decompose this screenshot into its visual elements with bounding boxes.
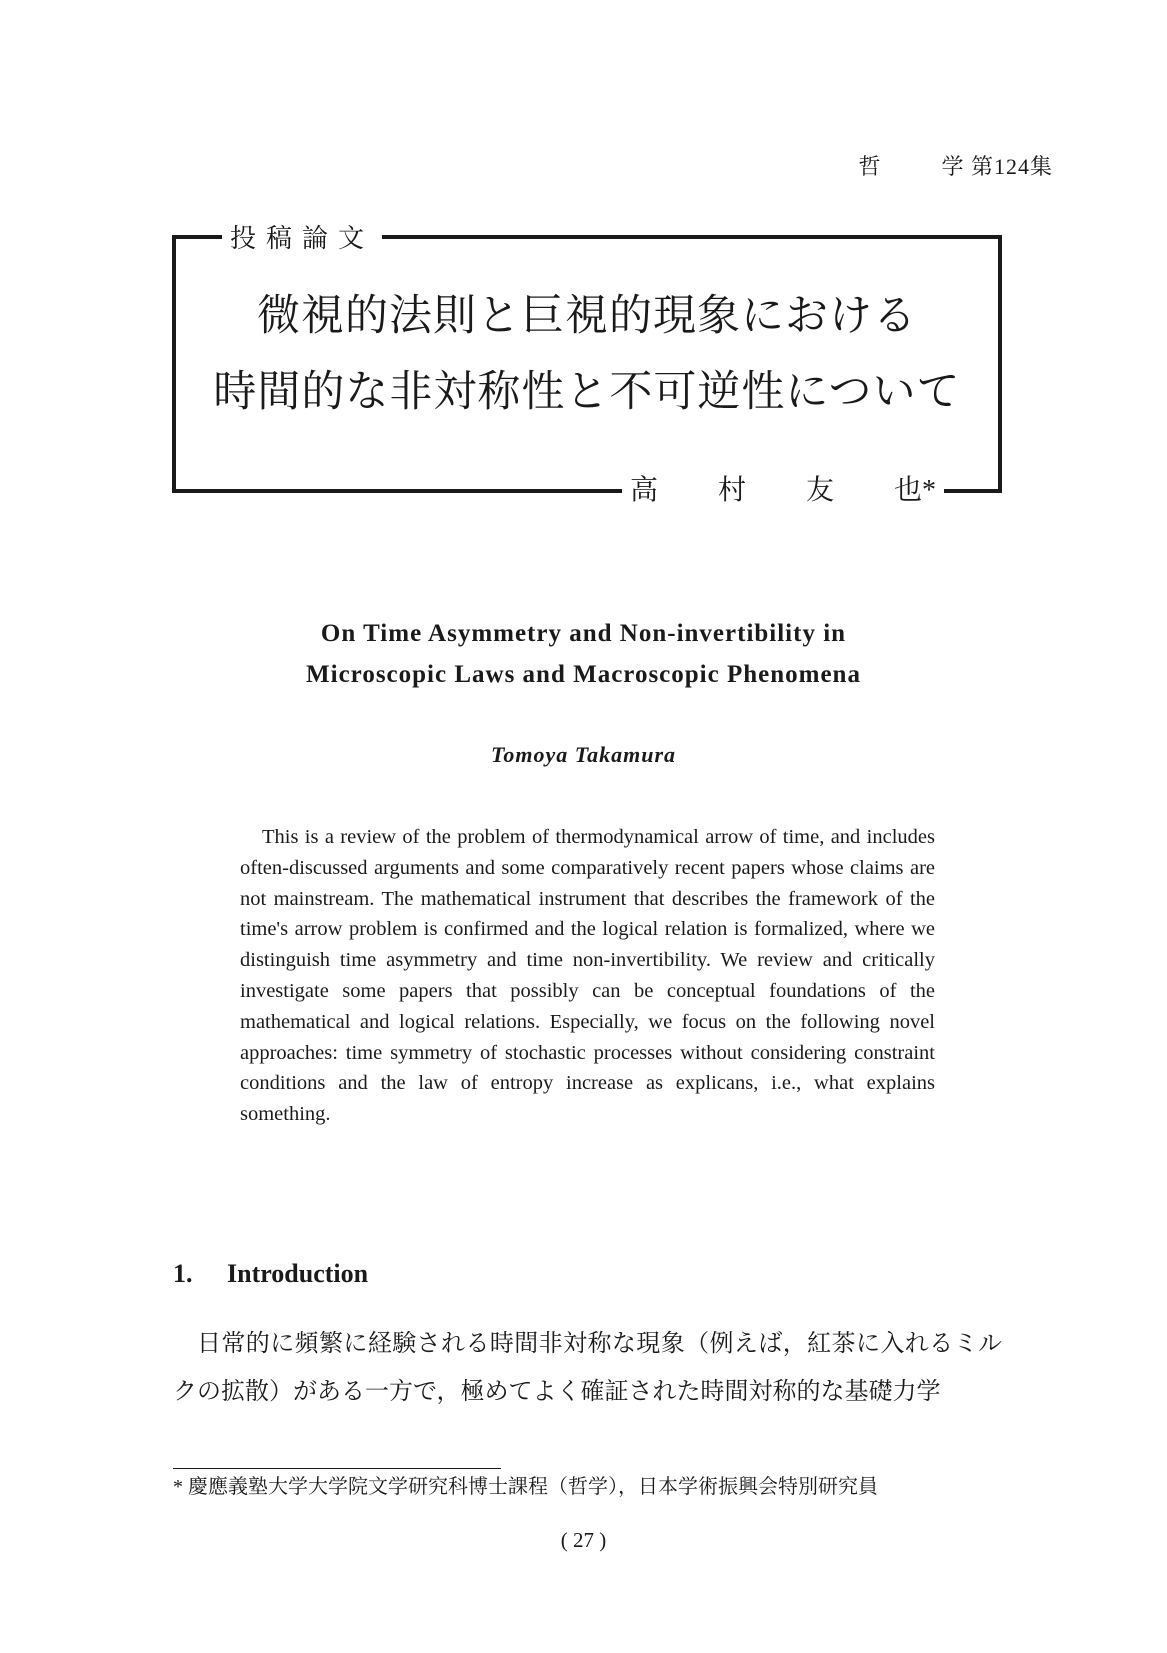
page-number: ( 27 ) [560, 1528, 607, 1552]
body-paragraph: 日常的に頻繁に経験される時間非対称な現象（例えば，紅茶に入れるミルクの拡散）がある一方で，極めてよく確証された時間対称的な基礎力学 [173, 1331, 1002, 1405]
journal-name-2: 学 [941, 154, 965, 179]
japanese-title-line-2: 時間的な非対称性と不可逆性について [213, 369, 961, 416]
japanese-author [622, 468, 944, 508]
author-char: 友 [806, 475, 835, 506]
english-author: Tomoya Takamura [490, 742, 677, 767]
english-title-line-1: On Time Asymmetry and Non-invertibility in [320, 620, 847, 647]
english-title-line-2: Microscopic Laws and Macroscopic Phenomena [306, 661, 861, 688]
section-number: 1. [173, 1259, 193, 1288]
section-title: Introduction [227, 1259, 369, 1288]
journal-name-1: 哲 [858, 154, 882, 179]
author-char: 村 [718, 475, 747, 506]
footnote-divider [173, 1468, 501, 1469]
journal-volume: 第124集 [970, 154, 1053, 179]
abstract: This is a review of the problem of thermodynamical arrow of time, and includes often-discussed arguments and some comparatively recent papers whose claims are not mainstream. The mathematical instrument that describes the framework of the time's arrow problem is confirmed and the logical relation is formalized, where we distinguish time asymmetry and time non-invertibility. We review and critically investigate some papers that possibly can be conceptual foundations of the mathematical and logical relations. Especially, we focus on the following novel approaches: time symmetry of stochastic processes without considering constraint conditions and the law of entropy increase as explicans, i.e., what explains something. [240, 826, 935, 1126]
footnote: * 慶應義塾大学大学院文学研究科博士課程（哲学），日本学術振興会特別研究員 [173, 1476, 878, 1498]
author-char: 高 [630, 475, 659, 506]
article-type-label: 投稿論文 [222, 218, 382, 255]
section-heading [173, 1259, 368, 1289]
author-char: 也* [894, 475, 937, 506]
japanese-title-line-1: 微視的法則と巨視的現象における [257, 293, 917, 340]
journal-header [858, 150, 1053, 181]
